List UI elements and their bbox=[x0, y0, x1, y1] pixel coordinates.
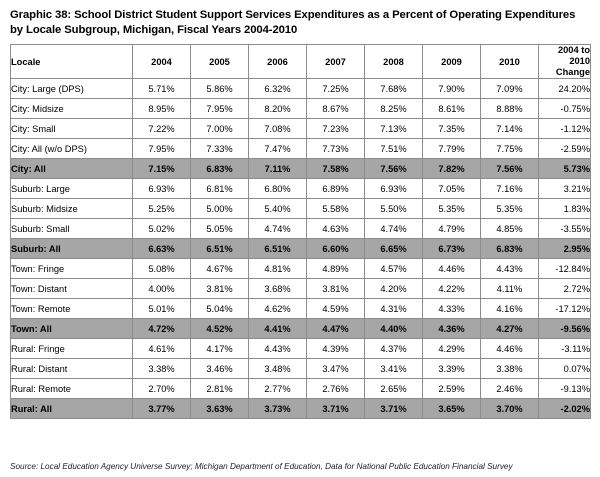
cell-value: 7.56% bbox=[481, 159, 539, 179]
cell-value: 4.43% bbox=[481, 259, 539, 279]
column-header-locale: Locale bbox=[11, 45, 133, 79]
cell-value: 4.46% bbox=[481, 339, 539, 359]
cell-value: 8.88% bbox=[481, 99, 539, 119]
cell-change: -0.75% bbox=[539, 99, 591, 119]
cell-value: 5.86% bbox=[191, 79, 249, 99]
table-row bbox=[11, 279, 591, 299]
row-label: Suburb: Midsize bbox=[11, 199, 133, 219]
cell-change: -9.56% bbox=[539, 319, 591, 339]
cell-value: 4.00% bbox=[133, 279, 191, 299]
row-label: Suburb: Large bbox=[11, 179, 133, 199]
cell-value: 6.32% bbox=[249, 79, 307, 99]
cell-value: 6.81% bbox=[191, 179, 249, 199]
cell-value: 5.01% bbox=[133, 299, 191, 319]
cell-change: -9.13% bbox=[539, 379, 591, 399]
cell-value: 7.56% bbox=[365, 159, 423, 179]
cell-value: 5.05% bbox=[191, 219, 249, 239]
table-row bbox=[11, 119, 591, 139]
cell-value: 3.77% bbox=[133, 399, 191, 419]
table-row bbox=[11, 359, 591, 379]
cell-value: 4.72% bbox=[133, 319, 191, 339]
cell-change: 2.72% bbox=[539, 279, 591, 299]
row-label: City: Midsize bbox=[11, 99, 133, 119]
cell-value: 4.16% bbox=[481, 299, 539, 319]
cell-value: 5.50% bbox=[365, 199, 423, 219]
cell-value: 3.63% bbox=[191, 399, 249, 419]
table-row bbox=[11, 259, 591, 279]
row-label: Town: Distant bbox=[11, 279, 133, 299]
cell-value: 6.73% bbox=[423, 239, 481, 259]
cell-value: 2.81% bbox=[191, 379, 249, 399]
cell-value: 7.90% bbox=[423, 79, 481, 99]
column-header-change bbox=[539, 45, 591, 79]
cell-value: 4.74% bbox=[249, 219, 307, 239]
row-label: Suburb: All bbox=[11, 239, 133, 259]
cell-value: 2.65% bbox=[365, 379, 423, 399]
cell-value: 4.40% bbox=[365, 319, 423, 339]
row-label: City: All bbox=[11, 159, 133, 179]
cell-value: 6.51% bbox=[191, 239, 249, 259]
cell-value: 4.37% bbox=[365, 339, 423, 359]
cell-value: 5.02% bbox=[133, 219, 191, 239]
row-label: Suburb: Small bbox=[11, 219, 133, 239]
row-label: Town: Fringe bbox=[11, 259, 133, 279]
cell-value: 4.61% bbox=[133, 339, 191, 359]
row-label: City: Small bbox=[11, 119, 133, 139]
row-label: Town: All bbox=[11, 319, 133, 339]
cell-value: 4.46% bbox=[423, 259, 481, 279]
cell-value: 7.73% bbox=[307, 139, 365, 159]
cell-value: 3.46% bbox=[191, 359, 249, 379]
cell-value: 5.04% bbox=[191, 299, 249, 319]
column-header-2005: 2005 bbox=[191, 45, 249, 79]
row-label: Rural: Remote bbox=[11, 379, 133, 399]
cell-value: 7.25% bbox=[307, 79, 365, 99]
table-body bbox=[11, 79, 591, 419]
cell-value: 7.75% bbox=[481, 139, 539, 159]
table-row bbox=[11, 339, 591, 359]
cell-value: 3.38% bbox=[133, 359, 191, 379]
cell-value: 4.79% bbox=[423, 219, 481, 239]
cell-value: 3.39% bbox=[423, 359, 481, 379]
cell-value: 6.63% bbox=[133, 239, 191, 259]
table-row bbox=[11, 299, 591, 319]
cell-value: 2.70% bbox=[133, 379, 191, 399]
column-header-2010: 2010 bbox=[481, 45, 539, 79]
cell-value: 5.00% bbox=[191, 199, 249, 219]
cell-value: 4.39% bbox=[307, 339, 365, 359]
column-header-2008: 2008 bbox=[365, 45, 423, 79]
table-row bbox=[11, 139, 591, 159]
table-row bbox=[11, 399, 591, 419]
cell-value: 3.65% bbox=[423, 399, 481, 419]
cell-value: 8.20% bbox=[249, 99, 307, 119]
cell-value: 2.59% bbox=[423, 379, 481, 399]
cell-value: 7.13% bbox=[365, 119, 423, 139]
row-label: Rural: All bbox=[11, 399, 133, 419]
cell-value: 7.08% bbox=[249, 119, 307, 139]
cell-value: 6.65% bbox=[365, 239, 423, 259]
cell-value: 4.31% bbox=[365, 299, 423, 319]
cell-value: 8.67% bbox=[307, 99, 365, 119]
cell-change: -1.12% bbox=[539, 119, 591, 139]
cell-value: 7.05% bbox=[423, 179, 481, 199]
cell-value: 4.17% bbox=[191, 339, 249, 359]
cell-value: 4.22% bbox=[423, 279, 481, 299]
cell-value: 5.35% bbox=[481, 199, 539, 219]
row-label: City: All (w/o DPS) bbox=[11, 139, 133, 159]
cell-value: 4.11% bbox=[481, 279, 539, 299]
cell-value: 6.83% bbox=[191, 159, 249, 179]
cell-value: 4.43% bbox=[249, 339, 307, 359]
cell-change: -17.12% bbox=[539, 299, 591, 319]
cell-value: 7.14% bbox=[481, 119, 539, 139]
cell-value: 3.47% bbox=[307, 359, 365, 379]
table-row bbox=[11, 179, 591, 199]
source-note: Source: Local Education Agency Universe Survey; Michigan Department of Education, Data for National Public Education Financial Survey bbox=[10, 462, 513, 471]
cell-value: 4.41% bbox=[249, 319, 307, 339]
cell-value: 7.95% bbox=[133, 139, 191, 159]
cell-value: 6.80% bbox=[249, 179, 307, 199]
column-header-2007: 2007 bbox=[307, 45, 365, 79]
cell-value: 6.93% bbox=[365, 179, 423, 199]
cell-value: 4.74% bbox=[365, 219, 423, 239]
cell-change: -3.55% bbox=[539, 219, 591, 239]
cell-value: 7.95% bbox=[191, 99, 249, 119]
table-row bbox=[11, 239, 591, 259]
row-label: City: Large (DPS) bbox=[11, 79, 133, 99]
row-label: Rural: Distant bbox=[11, 359, 133, 379]
cell-change: 0.07% bbox=[539, 359, 591, 379]
column-header-2009: 2009 bbox=[423, 45, 481, 79]
cell-value: 3.73% bbox=[249, 399, 307, 419]
change-header-line-2: 2010 bbox=[569, 56, 590, 66]
cell-value: 5.71% bbox=[133, 79, 191, 99]
cell-value: 4.27% bbox=[481, 319, 539, 339]
cell-value: 3.81% bbox=[191, 279, 249, 299]
table-row bbox=[11, 159, 591, 179]
cell-change: 24.20% bbox=[539, 79, 591, 99]
cell-value: 8.61% bbox=[423, 99, 481, 119]
cell-value: 4.62% bbox=[249, 299, 307, 319]
cell-value: 3.68% bbox=[249, 279, 307, 299]
cell-value: 4.67% bbox=[191, 259, 249, 279]
cell-value: 3.38% bbox=[481, 359, 539, 379]
cell-value: 4.81% bbox=[249, 259, 307, 279]
row-label: Rural: Fringe bbox=[11, 339, 133, 359]
cell-value: 7.23% bbox=[307, 119, 365, 139]
cell-value: 7.16% bbox=[481, 179, 539, 199]
change-header-line-3: Change bbox=[555, 67, 590, 77]
cell-value: 3.71% bbox=[307, 399, 365, 419]
cell-value: 7.11% bbox=[249, 159, 307, 179]
cell-value: 7.79% bbox=[423, 139, 481, 159]
change-header-line-1: 2004 to bbox=[557, 45, 590, 55]
table-row bbox=[11, 199, 591, 219]
header-row bbox=[11, 45, 591, 79]
cell-value: 7.68% bbox=[365, 79, 423, 99]
cell-value: 2.76% bbox=[307, 379, 365, 399]
cell-value: 3.71% bbox=[365, 399, 423, 419]
cell-change: 3.21% bbox=[539, 179, 591, 199]
cell-value: 8.95% bbox=[133, 99, 191, 119]
cell-value: 5.58% bbox=[307, 199, 365, 219]
cell-value: 7.22% bbox=[133, 119, 191, 139]
cell-value: 3.70% bbox=[481, 399, 539, 419]
cell-value: 2.46% bbox=[481, 379, 539, 399]
table-row bbox=[11, 99, 591, 119]
cell-value: 6.83% bbox=[481, 239, 539, 259]
cell-value: 7.00% bbox=[191, 119, 249, 139]
cell-value: 7.35% bbox=[423, 119, 481, 139]
cell-change: 1.83% bbox=[539, 199, 591, 219]
table-header bbox=[11, 45, 591, 79]
cell-value: 5.40% bbox=[249, 199, 307, 219]
cell-value: 6.60% bbox=[307, 239, 365, 259]
table-row bbox=[11, 219, 591, 239]
cell-value: 4.57% bbox=[365, 259, 423, 279]
cell-value: 3.48% bbox=[249, 359, 307, 379]
cell-value: 4.63% bbox=[307, 219, 365, 239]
cell-change: 5.73% bbox=[539, 159, 591, 179]
cell-value: 7.47% bbox=[249, 139, 307, 159]
cell-value: 6.89% bbox=[307, 179, 365, 199]
cell-value: 5.08% bbox=[133, 259, 191, 279]
cell-value: 4.85% bbox=[481, 219, 539, 239]
cell-value: 4.89% bbox=[307, 259, 365, 279]
column-header-2006: 2006 bbox=[249, 45, 307, 79]
cell-value: 4.36% bbox=[423, 319, 481, 339]
cell-value: 4.47% bbox=[307, 319, 365, 339]
table-row bbox=[11, 319, 591, 339]
cell-value: 3.41% bbox=[365, 359, 423, 379]
cell-value: 3.81% bbox=[307, 279, 365, 299]
cell-value: 4.52% bbox=[191, 319, 249, 339]
cell-value: 7.58% bbox=[307, 159, 365, 179]
cell-change: -2.59% bbox=[539, 139, 591, 159]
cell-change: -12.84% bbox=[539, 259, 591, 279]
cell-value: 4.20% bbox=[365, 279, 423, 299]
cell-value: 6.51% bbox=[249, 239, 307, 259]
cell-value: 7.15% bbox=[133, 159, 191, 179]
cell-value: 7.82% bbox=[423, 159, 481, 179]
cell-value: 2.77% bbox=[249, 379, 307, 399]
cell-value: 7.09% bbox=[481, 79, 539, 99]
page-title: Graphic 38: School District Student Support Services Expenditures as a Percent of Operating Expenditures by Locale Subgroup, Michigan, Fiscal Years 2004-2010 bbox=[10, 9, 576, 36]
table-row bbox=[11, 379, 591, 399]
cell-value: 4.33% bbox=[423, 299, 481, 319]
row-label: Town: Remote bbox=[11, 299, 133, 319]
cell-value: 5.25% bbox=[133, 199, 191, 219]
cell-value: 7.33% bbox=[191, 139, 249, 159]
cell-value: 6.93% bbox=[133, 179, 191, 199]
cell-change: 2.95% bbox=[539, 239, 591, 259]
cell-change: -2.02% bbox=[539, 399, 591, 419]
cell-value: 4.29% bbox=[423, 339, 481, 359]
table-row bbox=[11, 79, 591, 99]
cell-value: 7.51% bbox=[365, 139, 423, 159]
cell-value: 5.35% bbox=[423, 199, 481, 219]
column-header-2004: 2004 bbox=[133, 45, 191, 79]
data-table bbox=[10, 44, 591, 419]
cell-value: 4.59% bbox=[307, 299, 365, 319]
cell-change: -3.11% bbox=[539, 339, 591, 359]
cell-value: 8.25% bbox=[365, 99, 423, 119]
